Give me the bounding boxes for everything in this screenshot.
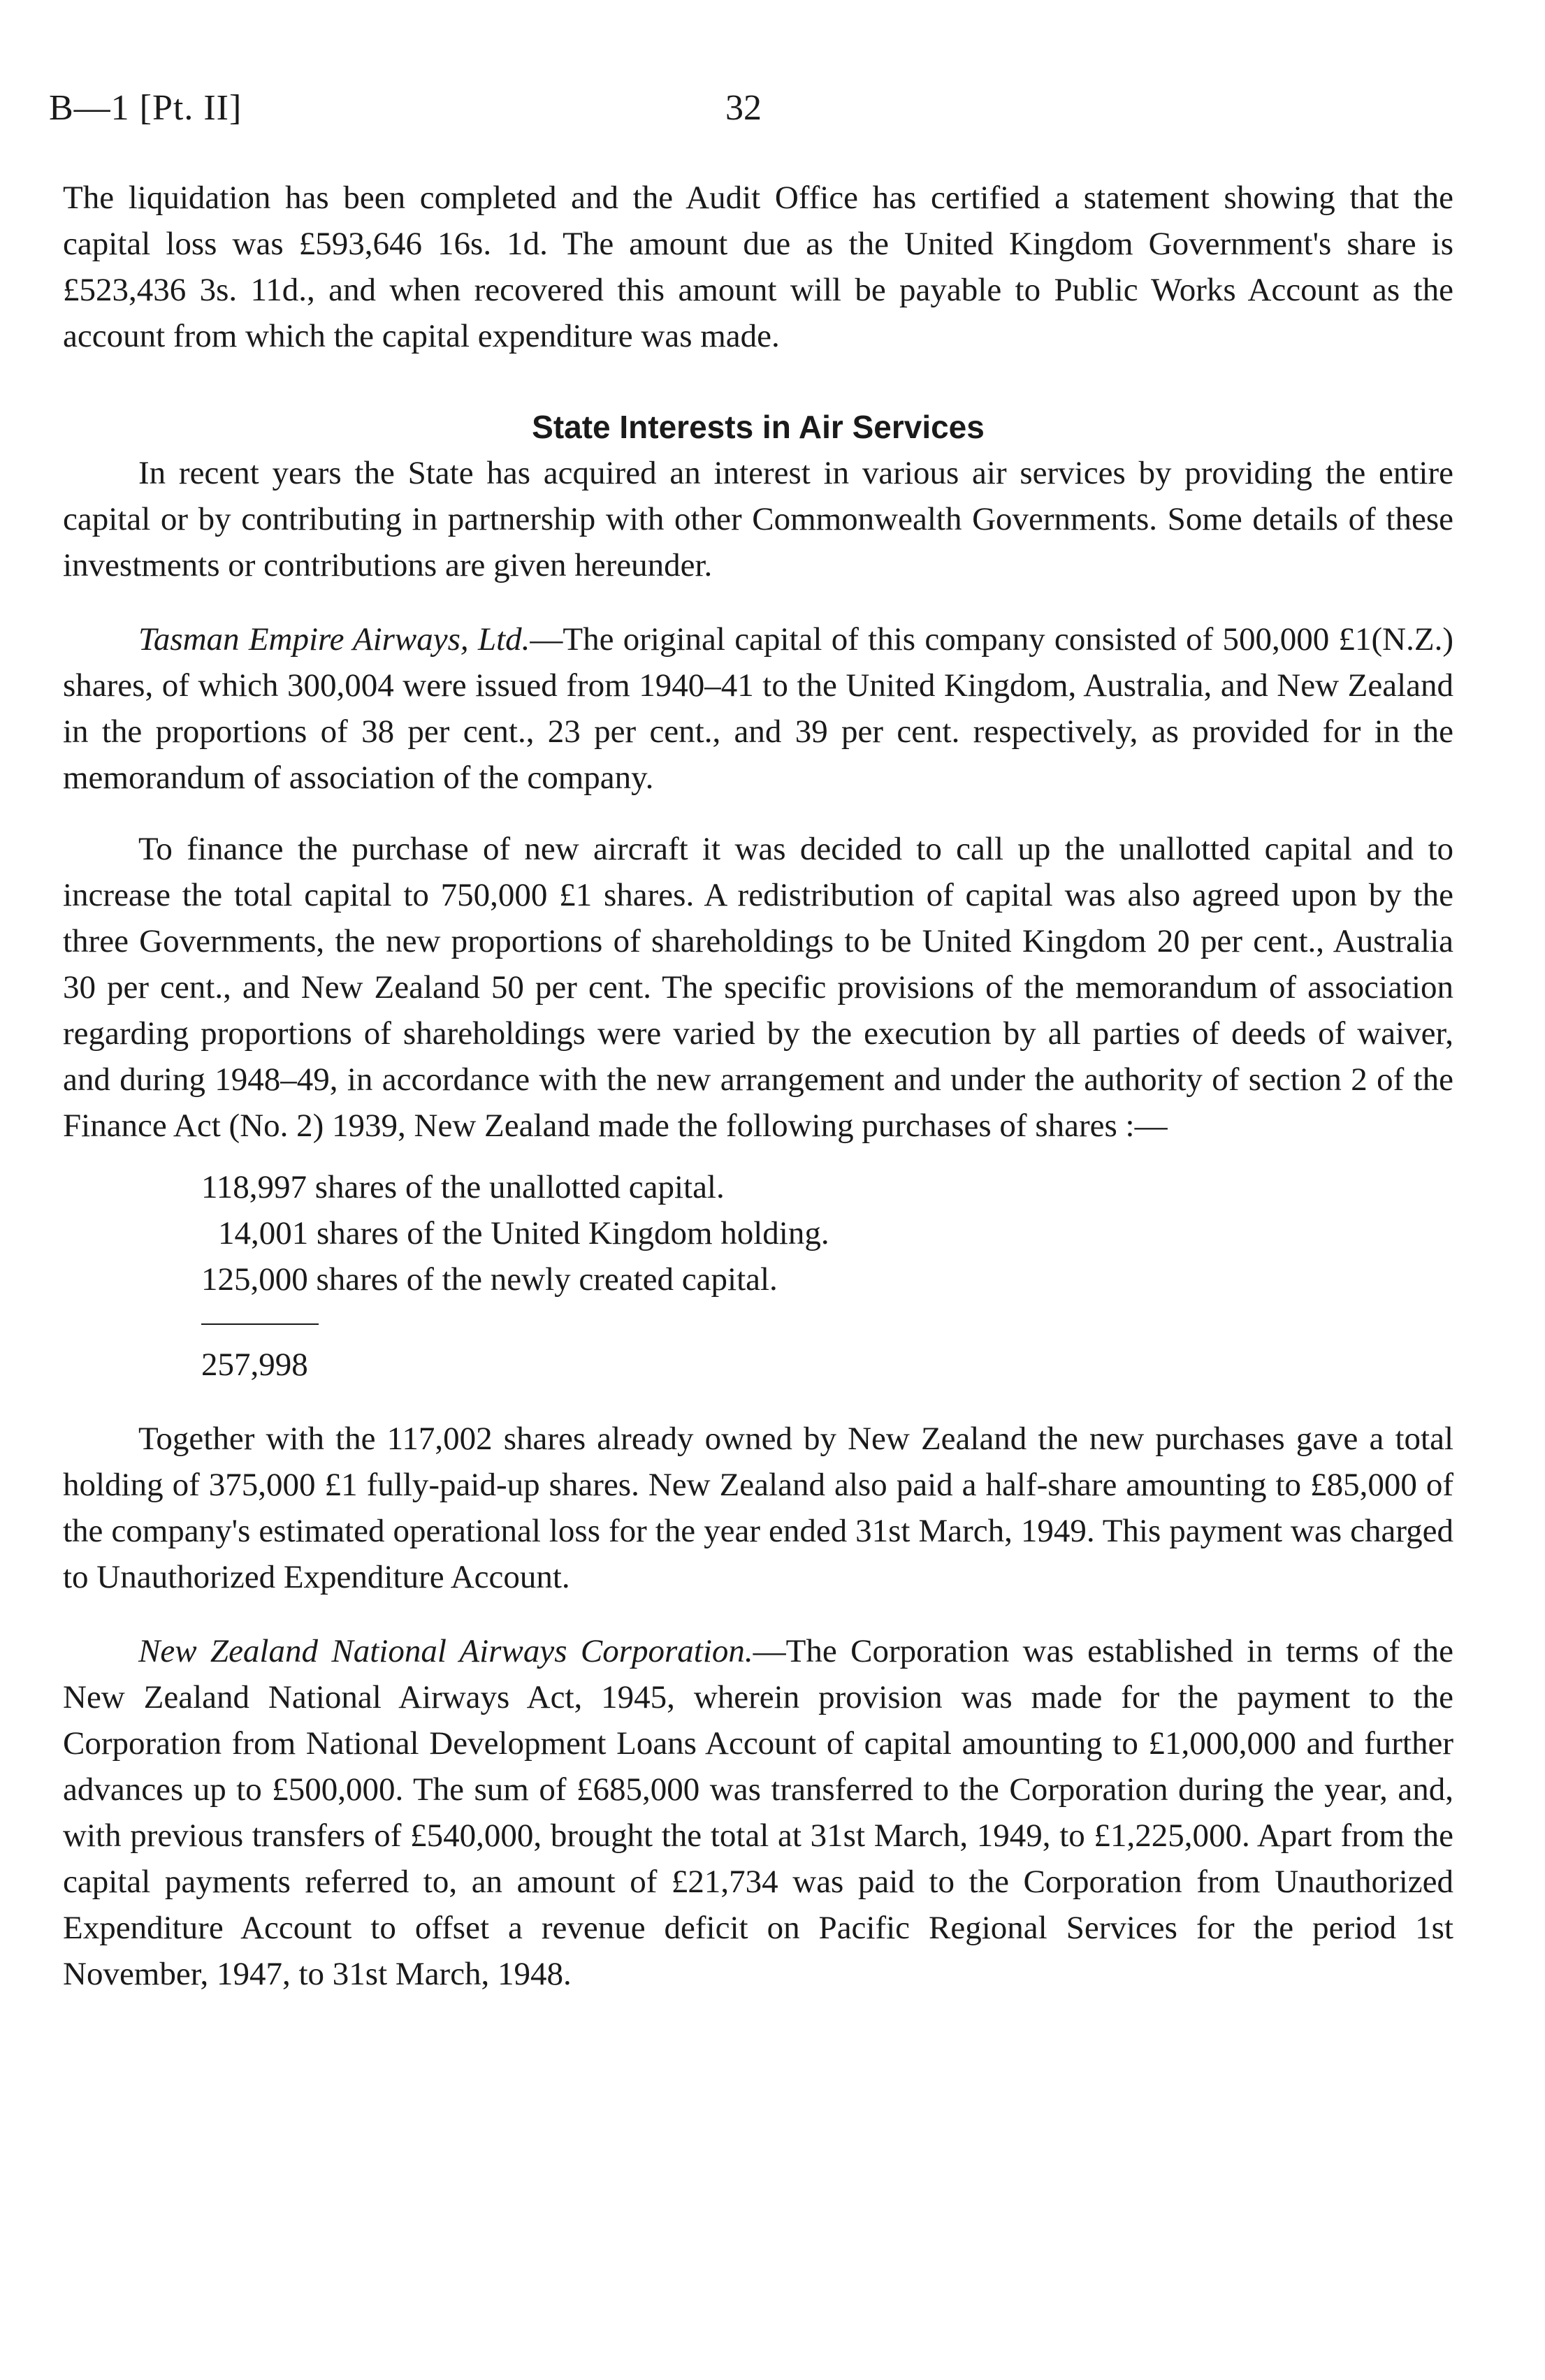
section-heading: State Interests in Air Services: [532, 409, 985, 445]
share-total: 257,998: [201, 1347, 308, 1383]
paragraph-state-interests: In recent years the State has acquired an interest in various air services by providing the entire capital or by contributing in partnership with other Commonwealth Governments. Some details of these investments or contributions are given hereunder.: [63, 455, 1453, 583]
share-purchase-item: 118,997 shares of the unallotted capital.: [201, 1169, 725, 1205]
paragraph-liquidation: The liquidation has been completed and the Audit Office has certified a statement showing that the capital loss was £593,646 16s. 1d. The amount due as the United Kingdom Government's share is £523,436 3s. 11d., and when recovered this amount will be payable to Public Works Account as the account from which the capital expenditure was made.: [63, 180, 1453, 354]
paragraph-finance: To finance the purchase of new aircraft it was decided to call up the unallotted capital and to increase the total capital to 750,000 £1 shares. A redistribution of capital was also agreed upon by the three Governments, the new proportions of shareholdings to be United Kingdom 20 per cent., Australia 30 per cent., and New Zealand 50 per cent. The specific provisions of the memorandum of association regarding proportions of shareholdings were varied by the execution by all parties of deeds of waiver, and during 1948–49, in accordance with the new arrangement and under the authority of section 2 of the Finance Act (No. 2) 1939, New Zealand made the following purchases of shares :—: [63, 831, 1453, 1144]
paragraph-total-holding: Together with the 117,002 shares already owned by New Zealand the new purchases gave a total holding of 375,000 £1 fully-paid-up shares. New Zealand also paid a half-share amounting to £85,000 of the company's estimated operational loss for the year ended 31st March, 1949. This payment was charged to Unauthorized Expenditure Account.: [63, 1421, 1453, 1595]
total-divider: [201, 1323, 319, 1325]
share-purchase-list: [201, 1164, 1453, 1303]
nzna-title: New Zealand National Airways Corporation.: [138, 1633, 753, 1669]
page-number: 32: [725, 88, 762, 128]
document-body: [63, 175, 1453, 1997]
nzna-text: —The Corporation was established in terms of the New Zealand National Airways Act, 1945, wherein provision was made for the payment to the Corporation from National Development Loans Account of capital amounting to £1,000,000 and further advances up to £500,000. The sum of £685,000 was transferred to the Corporation during the year, and, with previous transfers of £540,000, brought the total at 31st March, 1949, to £1,225,000. Apart from the capital payments referred to, an amount of £21,734 was paid to the Corporation from Unauthorized Expenditure Account to offset a revenue deficit on Pacific Regional Services for the period 1st November, 1947, to 31st March, 1948.: [63, 1633, 1453, 1992]
paragraph-nzna: [63, 1628, 1453, 1997]
tasman-text: —The original capital of this company consisted of 500,000 £1(N.Z.) shares, of which 300,004 were issued from 1940–41 to the United Kingdom, Australia, and New Zealand in the proportions of 38 per cent., 23 per cent., and 39 per cent. respectively, as provided for in the memorandum of association of the company.: [63, 621, 1453, 796]
share-purchase-item: 125,000 shares of the newly created capital.: [201, 1261, 778, 1298]
share-purchase-item: 14,001 shares of the United Kingdom holding.: [218, 1215, 829, 1251]
tasman-title: Tasman Empire Airways, Ltd.: [138, 621, 530, 658]
document-reference: B—1 [Pt. II]: [49, 88, 242, 128]
paragraph-tasman: [63, 616, 1453, 801]
